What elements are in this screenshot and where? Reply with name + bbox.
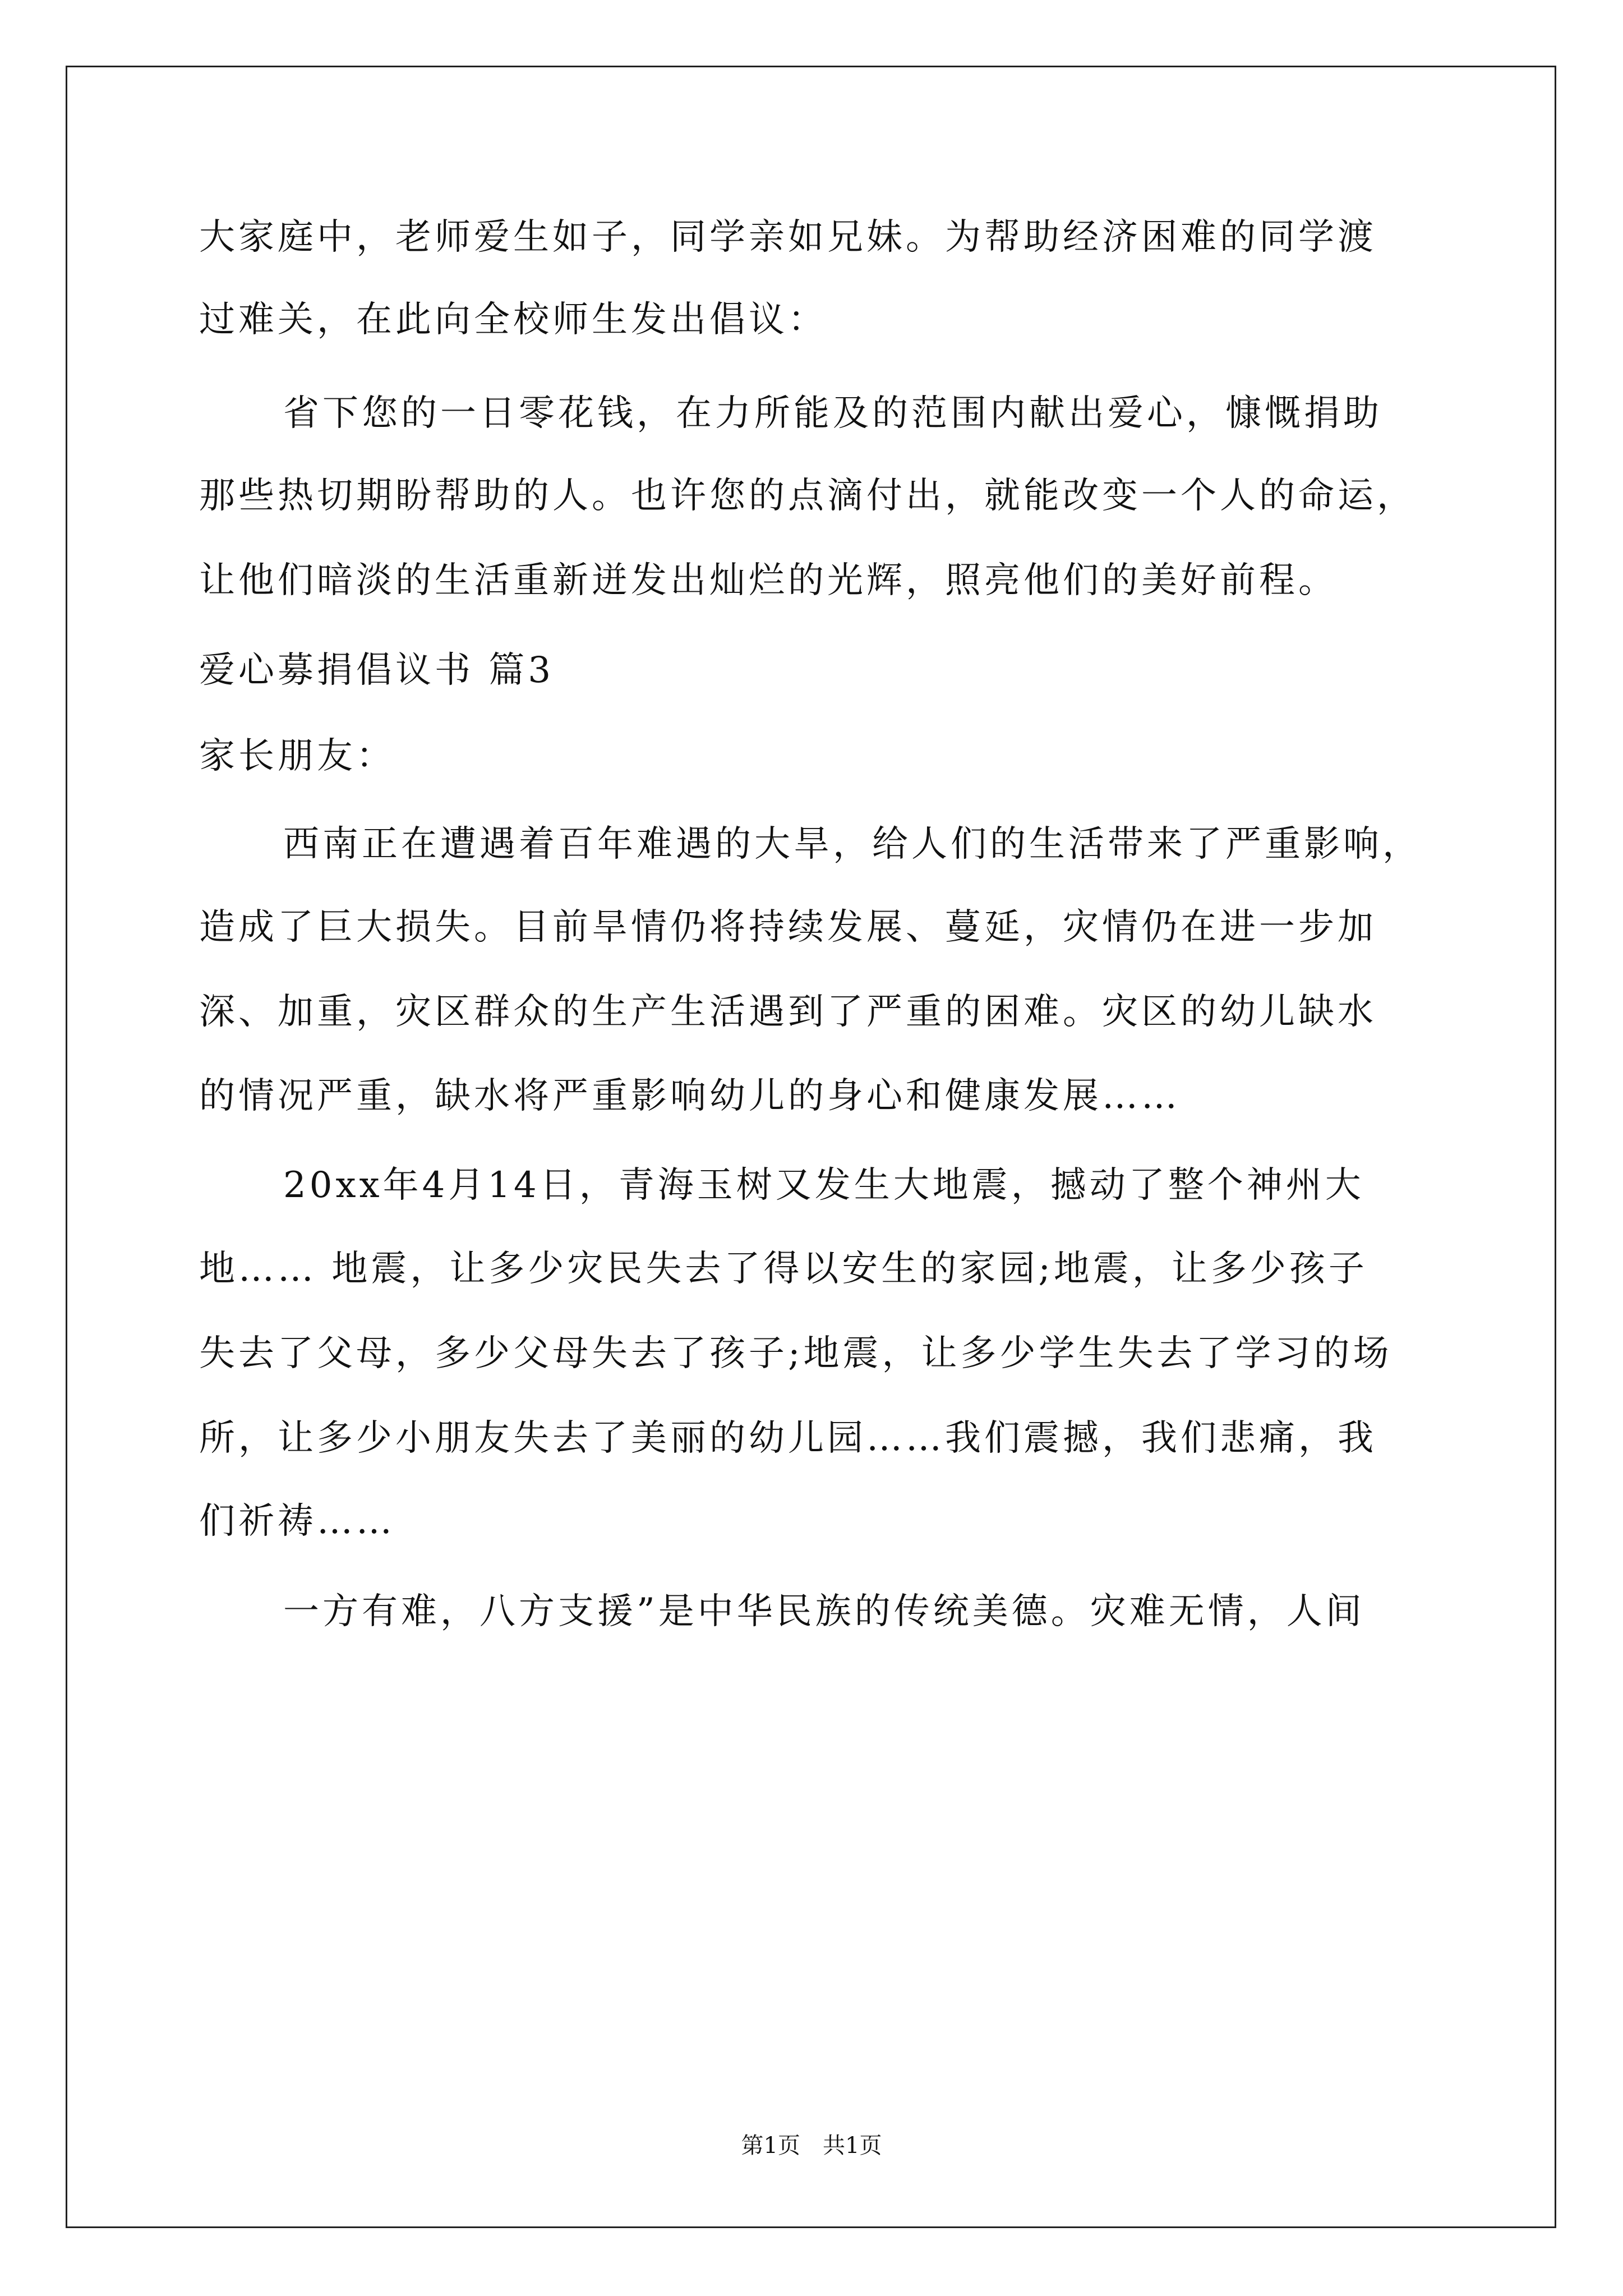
- salutation: 家长朋友：: [199, 735, 395, 777]
- paragraph-line: 20xx年4月14日，青海玉树又发生大地震，撼动了整个神州大: [283, 1165, 1364, 1206]
- paragraph-line: 那些热切期盼帮助的人。也许您的点滴付出，就能改变一个人的命运，: [199, 475, 1416, 517]
- paragraph-line: 西南正在遭遇着百年难遇的大旱，给人们的生活带来了严重影响，: [283, 823, 1422, 865]
- paragraph-line: 地…… 地震，让多少灾民失去了得以安生的家园;地震，让多少孩子: [199, 1248, 1368, 1290]
- paragraph-line: 省下您的一日零花钱，在力所能及的范围内献出爱心，慷慨捐助: [283, 393, 1382, 434]
- paragraph-line: 们祈祷……: [199, 1501, 395, 1542]
- paragraph-line: 一方有难，八方支援”是中华民族的传统美德。灾难无情，人间: [283, 1591, 1365, 1632]
- paragraph-line: 过难关，在此向全校师生发出倡议：: [199, 299, 827, 341]
- paragraph-line: 让他们暗淡的生活重新迸发出灿烂的光辉，照亮他们的美好前程。: [199, 560, 1338, 601]
- paragraph-line: 深、加重，灾区群众的生产生活遇到了严重的困难。灾区的幼儿缺水: [199, 991, 1377, 1033]
- paragraph-line: 所，让多少小朋友失去了美丽的幼儿园……我们震撼，我们悲痛，我: [199, 1418, 1377, 1459]
- page-number: 第1页 共1页: [741, 2133, 882, 2159]
- paragraph-line: 造成了巨大损失。目前旱情仍将持续发展、蔓延，灾情仍在进一步加: [199, 907, 1377, 948]
- paragraph-line: 的情况严重，缺水将严重影响幼儿的身心和健康发展……: [199, 1075, 1181, 1117]
- paragraph-line: 大家庭中，老师爱生如子，同学亲如兄妹。为帮助经济困难的同学渡: [199, 217, 1377, 258]
- paragraph-line: 失去了父母，多少父母失去了孩子;地震，让多少学生失去了学习的场: [199, 1333, 1393, 1374]
- section-heading: 爱心募捐倡议书 篇3: [199, 650, 555, 691]
